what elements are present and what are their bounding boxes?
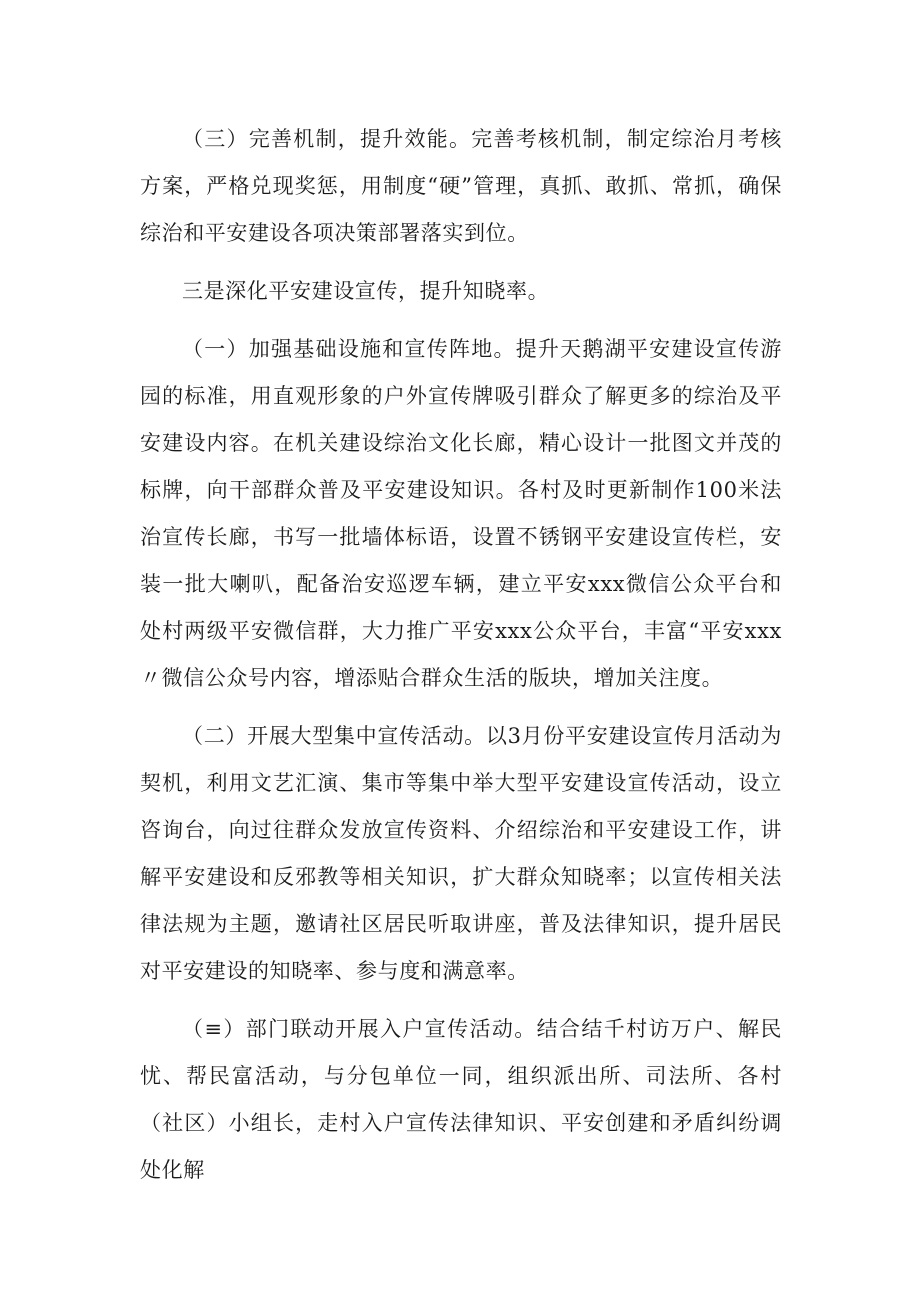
paragraph-large-campaign: （二）开展大型集中宣传活动。以3月份平安建设宣传月活动为契机，利用文艺汇演、集市等集中举大型平安建设宣传活动，设立咨询台，向过往群众发放宣传资料、介绍综治和平安建设工作，讲解平安建设和反邪教等相关知识，扩大群众知晓率；以宣传相关法律法规为主题，邀请社区居民听取讲座，普及法律知识，提升居民对平安建设的知晓率、参与度和满意率。 xyxy=(140,724,782,983)
paragraph-mechanism-improvement: （三）完善机制，提升效能。完善考核机制，制定综治月考核方案，严格兑现奖惩，用制度“硬”管理，真抓、敢抓、常抓，确保综治和平安建设各项决策部署落实到位。 xyxy=(140,127,782,245)
document-body xyxy=(140,116,782,1205)
paragraph-infrastructure: （一）加强基础设施和宣传阵地。提升天鹅湖平安建设宣传游园的标准，用直观形象的户外宣传牌吸引群众了解更多的综治及平安建设内容。在机关建设综治文化长廊，精心设计一批图文并茂的标牌，向干部群众普及平安建设知识。各村及时更新制作100米法治宣传长廊，书写一批墙体标语，设置不锈钢平安建设宣传栏，安装一批大喇叭，配备治安巡逻车辆，建立平安xxx微信公众平台和处村两级平安微信群，大力推广平安xxx公众平台，丰富“平安xxx〃微信公众号内容，增添贴合群众生活的版块，增加关注度。 xyxy=(140,337,782,690)
paragraph-publicity-heading: 三是深化平安建设宣传，提升知晓率。 xyxy=(182,279,550,303)
paragraph-door-to-door: （≡）部门联动开展入户宣传活动。结合结千村访万户、解民忧、帮民富活动，与分包单位一同，组织派出所、司法所、各村（社区）小组长，走村入户宣传法律知识、平安创建和矛盾纠纷调处化解 xyxy=(140,1017,782,1182)
